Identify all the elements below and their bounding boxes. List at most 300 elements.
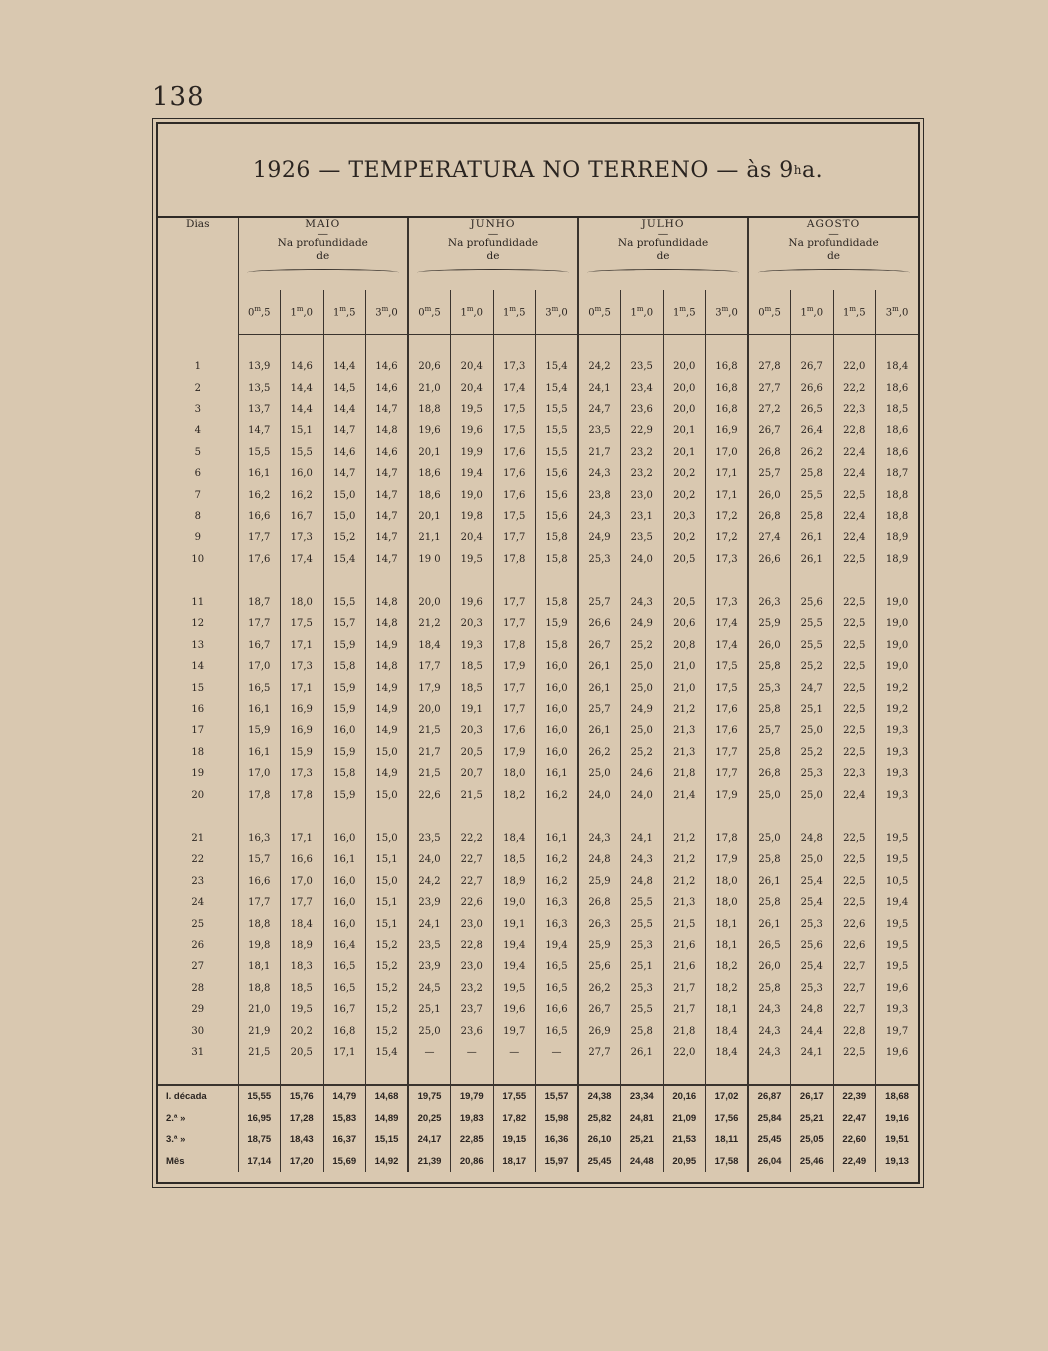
- value-cell: 18,6: [408, 463, 451, 484]
- month-header: [748, 218, 918, 290]
- value-cell: 20,7: [451, 763, 494, 784]
- value-cell: 24,48: [621, 1151, 664, 1173]
- value-cell: 25,2: [791, 742, 834, 763]
- value-cell: 16,2: [536, 849, 579, 870]
- value-cell: 22,5: [833, 742, 876, 763]
- value-cell: 26,10: [578, 1129, 621, 1151]
- value-cell: 17,3: [281, 656, 324, 677]
- value-cell: 23,1: [621, 506, 664, 527]
- value-cell: 16,1: [536, 763, 579, 784]
- value-cell: 24,8: [621, 871, 664, 892]
- day-cell: 22: [191, 854, 205, 866]
- value-cell: 17,6: [706, 720, 749, 741]
- table-row: [158, 377, 918, 398]
- value-cell: 17,9: [706, 849, 749, 870]
- summary-label: Mês: [166, 1155, 185, 1167]
- table-row: [158, 720, 918, 741]
- table-row: [158, 442, 918, 463]
- value-cell: 21,4: [663, 784, 706, 805]
- value-cell: 19,16: [876, 1108, 919, 1130]
- month-header: [578, 218, 748, 290]
- value-cell: 15,8: [323, 656, 366, 677]
- value-cell: 15,0: [323, 484, 366, 505]
- depth-header: [366, 290, 409, 335]
- day-cell: 13: [191, 639, 205, 651]
- value-cell: 15,55: [238, 1085, 281, 1108]
- depth-dec: ,0: [898, 307, 909, 319]
- value-cell: 24,9: [578, 527, 621, 548]
- value-cell: 22,7: [451, 871, 494, 892]
- depth-header: [323, 290, 366, 335]
- value-cell: 14,4: [323, 399, 366, 420]
- value-cell: 19,2: [876, 699, 919, 720]
- value-cell: 23,5: [621, 527, 664, 548]
- value-cell: 17,0: [238, 763, 281, 784]
- temperature-table: [158, 218, 918, 1172]
- value-cell: 27,7: [578, 1042, 621, 1063]
- value-cell: 19,7: [493, 1020, 536, 1041]
- value-cell: 19,4: [451, 463, 494, 484]
- depth-dec: ,0: [388, 307, 398, 319]
- value-cell: 17,5: [281, 613, 324, 634]
- depth-label-de: de: [827, 250, 841, 262]
- value-cell: 25,0: [791, 784, 834, 805]
- spacer-row: [158, 570, 918, 592]
- table-row: [158, 592, 918, 613]
- value-cell: 14,7: [366, 506, 409, 527]
- value-cell: 22,9: [621, 420, 664, 441]
- value-cell: 25,6: [791, 935, 834, 956]
- table-row: [158, 420, 918, 441]
- value-cell: 17,3: [493, 356, 536, 377]
- value-cell: 16,0: [536, 699, 579, 720]
- value-cell: 23,0: [451, 956, 494, 977]
- table-row: [158, 399, 918, 420]
- value-cell: 17,1: [323, 1042, 366, 1063]
- value-cell: 16,8: [706, 399, 749, 420]
- value-cell: 20,2: [663, 463, 706, 484]
- day-cell: 19: [191, 768, 205, 780]
- value-cell: 15,0: [366, 828, 409, 849]
- value-cell: 25,3: [791, 913, 834, 934]
- value-cell: 22,4: [833, 527, 876, 548]
- value-cell: 24,3: [578, 506, 621, 527]
- value-cell: 18,5: [876, 399, 919, 420]
- value-cell: 17,6: [493, 720, 536, 741]
- value-cell: 20,4: [451, 377, 494, 398]
- value-cell: 20,1: [408, 442, 451, 463]
- value-cell: 25,7: [578, 699, 621, 720]
- value-cell: 26,1: [748, 913, 791, 934]
- value-cell: 16,0: [536, 720, 579, 741]
- value-cell: 14,9: [366, 635, 409, 656]
- depth-dec: ,5: [345, 307, 356, 319]
- day-cell: 25: [191, 918, 205, 930]
- value-cell: 24,9: [621, 699, 664, 720]
- table-row: [158, 677, 918, 698]
- value-cell: 15,98: [536, 1108, 579, 1130]
- depth-dec: ,0: [813, 307, 824, 319]
- value-cell: 17,9: [408, 677, 451, 698]
- value-cell: 24,7: [791, 677, 834, 698]
- day-cell: 16: [191, 704, 205, 716]
- value-cell: 17,7: [493, 527, 536, 548]
- value-cell: 16,0: [536, 677, 579, 698]
- table-row: [158, 828, 918, 849]
- table-row: [158, 871, 918, 892]
- value-cell: 26,0: [748, 956, 791, 977]
- table-row: [158, 527, 918, 548]
- value-cell: 19,1: [493, 913, 536, 934]
- value-cell: 20,4: [451, 356, 494, 377]
- value-cell: 22,4: [833, 506, 876, 527]
- depth-header: [281, 290, 324, 335]
- value-cell: 22,2: [451, 828, 494, 849]
- table-row: [158, 613, 918, 634]
- spacer-cell: [366, 570, 409, 592]
- table-row: [158, 656, 918, 677]
- value-cell: 14,7: [366, 399, 409, 420]
- value-cell: 16,7: [281, 506, 324, 527]
- value-cell: 23,4: [621, 377, 664, 398]
- value-cell: 20,6: [408, 356, 451, 377]
- value-cell: 23,2: [621, 463, 664, 484]
- value-cell: 18,2: [706, 956, 749, 977]
- spacer-cell: [366, 806, 409, 828]
- value-cell: 25,2: [621, 635, 664, 656]
- depth-unit: m: [764, 305, 772, 314]
- value-cell: 25,6: [578, 956, 621, 977]
- spacer-cell: [833, 1063, 876, 1085]
- value-cell: 19,3: [876, 742, 919, 763]
- day-cell: 4: [194, 425, 201, 437]
- day-cell: 18: [191, 746, 205, 758]
- summary-label: 3.ª »: [166, 1134, 186, 1146]
- value-cell: 24,3: [748, 999, 791, 1020]
- value-cell: 17,56: [706, 1108, 749, 1130]
- value-cell: 21,5: [663, 913, 706, 934]
- value-cell: 22,2: [833, 377, 876, 398]
- value-cell: 19,3: [876, 999, 919, 1020]
- value-cell: 24,0: [621, 784, 664, 805]
- value-cell: 25,0: [621, 656, 664, 677]
- value-cell: 20,5: [451, 742, 494, 763]
- day-cell: 6: [194, 468, 201, 480]
- value-cell: 24,3: [621, 849, 664, 870]
- value-cell: 21,0: [663, 656, 706, 677]
- value-cell: 18,4: [706, 1042, 749, 1063]
- value-cell: 18,5: [451, 677, 494, 698]
- depth-int: 3: [545, 307, 552, 319]
- value-cell: 19,6: [876, 1042, 919, 1063]
- spacer-cell: [323, 1063, 366, 1085]
- value-cell: 17,5: [493, 399, 536, 420]
- value-cell: 19,4: [876, 892, 919, 913]
- spacer-cell: [748, 1063, 791, 1085]
- value-cell: 24,81: [621, 1108, 664, 1130]
- value-cell: 22,5: [833, 720, 876, 741]
- value-cell: 24,6: [621, 763, 664, 784]
- value-cell: 23,9: [408, 892, 451, 913]
- value-cell: 25,0: [748, 828, 791, 849]
- day-cell: 17: [191, 725, 205, 737]
- value-cell: 25,2: [621, 742, 664, 763]
- value-cell: 15,4: [536, 356, 579, 377]
- value-cell: 16,37: [323, 1129, 366, 1151]
- depth-int: 1: [800, 307, 807, 319]
- value-cell: 17,9: [706, 784, 749, 805]
- value-cell: 22,5: [833, 592, 876, 613]
- value-cell: 25,1: [408, 999, 451, 1020]
- spacer-cell: [323, 570, 366, 592]
- value-cell: 25,45: [748, 1129, 791, 1151]
- value-cell: —: [451, 1042, 494, 1063]
- value-cell: 25,0: [408, 1020, 451, 1041]
- value-cell: 22,5: [833, 892, 876, 913]
- value-cell: 25,0: [791, 720, 834, 741]
- spacer-cell: [158, 335, 238, 357]
- value-cell: 18,17: [493, 1151, 536, 1173]
- spacer-cell: [408, 1063, 451, 1085]
- spacer-cell: [876, 335, 919, 357]
- value-cell: 16,1: [238, 742, 281, 763]
- value-cell: 17,6: [706, 699, 749, 720]
- value-cell: 17,6: [238, 549, 281, 570]
- summary-row: [158, 1129, 918, 1151]
- day-cell: 1: [194, 361, 201, 373]
- value-cell: 18,1: [706, 913, 749, 934]
- value-cell: 25,5: [791, 484, 834, 505]
- value-cell: 19,8: [238, 935, 281, 956]
- value-cell: 22,6: [833, 913, 876, 934]
- depth-dec: ,5: [686, 307, 696, 319]
- value-cell: 15,9: [323, 699, 366, 720]
- value-cell: 16,3: [238, 828, 281, 849]
- value-cell: 22,5: [833, 699, 876, 720]
- value-cell: 17,02: [706, 1085, 749, 1108]
- value-cell: 18,0: [493, 763, 536, 784]
- value-cell: 26,1: [578, 677, 621, 698]
- value-cell: 21,9: [238, 1020, 281, 1041]
- summary-label: 2.ª »: [166, 1112, 186, 1124]
- value-cell: 19,5: [281, 999, 324, 1020]
- month-dash: —: [317, 228, 328, 240]
- value-cell: 16,6: [281, 849, 324, 870]
- value-cell: 21,39: [408, 1151, 451, 1173]
- day-cell: 29: [191, 1004, 205, 1016]
- value-cell: 15,2: [366, 935, 409, 956]
- value-cell: 25,9: [748, 613, 791, 634]
- value-cell: 24,38: [578, 1085, 621, 1108]
- depth-dec: ,5: [516, 307, 526, 319]
- value-cell: 21,0: [663, 677, 706, 698]
- value-cell: 21,8: [663, 763, 706, 784]
- depth-int: 1: [460, 307, 467, 319]
- value-cell: 17,7: [408, 656, 451, 677]
- value-cell: 19,0: [451, 484, 494, 505]
- value-cell: 22,6: [833, 935, 876, 956]
- value-cell: 19,4: [493, 935, 536, 956]
- spacer-cell: [621, 806, 664, 828]
- value-cell: 22,60: [833, 1129, 876, 1151]
- depth-dec: ,0: [558, 307, 568, 319]
- spacer-cell: [281, 806, 324, 828]
- value-cell: 21,6: [663, 956, 706, 977]
- value-cell: 20,3: [663, 506, 706, 527]
- value-cell: 22,0: [663, 1042, 706, 1063]
- value-cell: 19,5: [876, 935, 919, 956]
- depth-dec: ,0: [643, 307, 654, 319]
- depth-unit: m: [679, 305, 687, 314]
- value-cell: 24,8: [578, 849, 621, 870]
- value-cell: 21,5: [408, 763, 451, 784]
- value-cell: 16,2: [238, 484, 281, 505]
- day-cell: 28: [191, 982, 205, 994]
- value-cell: 15,5: [281, 442, 324, 463]
- value-cell: 19,6: [451, 592, 494, 613]
- value-cell: 19 0: [408, 549, 451, 570]
- value-cell: 20,1: [663, 420, 706, 441]
- value-cell: 23,7: [451, 999, 494, 1020]
- value-cell: 17,5: [706, 677, 749, 698]
- value-cell: 19,6: [408, 420, 451, 441]
- table-row: [158, 913, 918, 934]
- spacer-cell: [748, 806, 791, 828]
- value-cell: 17,82: [493, 1108, 536, 1130]
- value-cell: 16,5: [536, 956, 579, 977]
- value-cell: 18,1: [706, 935, 749, 956]
- value-cell: 22,5: [833, 484, 876, 505]
- spacer-cell: [451, 806, 494, 828]
- value-cell: 23,0: [451, 913, 494, 934]
- value-cell: 25,8: [748, 892, 791, 913]
- value-cell: 17,9: [493, 742, 536, 763]
- value-cell: 15,0: [323, 506, 366, 527]
- value-cell: 14,6: [323, 442, 366, 463]
- value-cell: 19,5: [876, 849, 919, 870]
- day-cell: 15: [191, 682, 205, 694]
- value-cell: 25,7: [748, 720, 791, 741]
- value-cell: 17,1: [706, 463, 749, 484]
- value-cell: 14,6: [281, 356, 324, 377]
- spacer-cell: [663, 806, 706, 828]
- summary-row: [158, 1085, 918, 1108]
- value-cell: 22,5: [833, 549, 876, 570]
- day-cell: 5: [194, 446, 201, 458]
- value-cell: 23,34: [621, 1085, 664, 1108]
- value-cell: 17,6: [493, 442, 536, 463]
- value-cell: 17,8: [238, 784, 281, 805]
- day-cell: 3: [194, 403, 201, 415]
- value-cell: 20,0: [408, 699, 451, 720]
- value-cell: 17,28: [281, 1108, 324, 1130]
- value-cell: 16,5: [323, 956, 366, 977]
- value-cell: 16,9: [281, 699, 324, 720]
- spacer-cell: [366, 335, 409, 357]
- depth-unit: m: [806, 305, 814, 314]
- value-cell: 18,0: [706, 892, 749, 913]
- value-cell: 23,2: [621, 442, 664, 463]
- value-cell: 16,4: [323, 935, 366, 956]
- value-cell: 25,3: [791, 763, 834, 784]
- value-cell: 21,8: [663, 1020, 706, 1041]
- value-cell: 15,15: [366, 1129, 409, 1151]
- value-cell: 15,8: [323, 763, 366, 784]
- value-cell: —: [536, 1042, 579, 1063]
- value-cell: 15,9: [281, 742, 324, 763]
- value-cell: 15,8: [536, 549, 579, 570]
- value-cell: 20,6: [663, 613, 706, 634]
- depth-int: 3: [375, 307, 382, 319]
- value-cell: 15,6: [536, 506, 579, 527]
- spacer-cell: [238, 1063, 281, 1085]
- value-cell: 25,8: [748, 699, 791, 720]
- value-cell: 14,6: [366, 377, 409, 398]
- value-cell: 15,9: [238, 720, 281, 741]
- value-cell: 18,68: [876, 1085, 919, 1108]
- value-cell: 16,5: [238, 677, 281, 698]
- value-cell: 22,4: [833, 442, 876, 463]
- value-cell: 20,0: [663, 399, 706, 420]
- value-cell: 15,2: [366, 956, 409, 977]
- spacer-cell: [578, 806, 621, 828]
- brace: [758, 269, 910, 276]
- value-cell: 17,5: [493, 420, 536, 441]
- value-cell: 17,8: [493, 635, 536, 656]
- value-cell: 17,0: [706, 442, 749, 463]
- value-cell: 18,1: [706, 999, 749, 1020]
- title-tail: a.: [802, 157, 824, 183]
- value-cell: 21,5: [238, 1042, 281, 1063]
- value-cell: 19,8: [451, 506, 494, 527]
- value-cell: 18,6: [876, 377, 919, 398]
- value-cell: 25,6: [791, 592, 834, 613]
- value-cell: 26,2: [791, 442, 834, 463]
- depth-header: [408, 290, 451, 335]
- value-cell: 25,7: [748, 463, 791, 484]
- value-cell: 15,4: [323, 549, 366, 570]
- value-cell: 18,8: [876, 506, 919, 527]
- value-cell: 14,8: [366, 613, 409, 634]
- value-cell: 17,4: [706, 635, 749, 656]
- day-cell: 30: [191, 1025, 205, 1037]
- value-cell: 26,8: [578, 892, 621, 913]
- value-cell: 16,8: [706, 356, 749, 377]
- value-cell: 15,9: [323, 677, 366, 698]
- value-cell: 26,8: [748, 506, 791, 527]
- value-cell: 10,5: [876, 871, 919, 892]
- value-cell: 17,0: [281, 871, 324, 892]
- spacer-cell: [493, 1063, 536, 1085]
- spacer-cell: [536, 335, 579, 357]
- depth-int: 0: [588, 307, 595, 319]
- spacer-cell: [578, 1063, 621, 1085]
- value-cell: 21,0: [408, 377, 451, 398]
- value-cell: 14,7: [323, 463, 366, 484]
- value-cell: 26,7: [578, 635, 621, 656]
- depth-int: 1: [332, 307, 340, 319]
- value-cell: 16,7: [323, 999, 366, 1020]
- spacer-cell: [748, 570, 791, 592]
- value-cell: 26,2: [578, 978, 621, 999]
- value-cell: 19,0: [876, 635, 919, 656]
- value-cell: 21,3: [663, 892, 706, 913]
- depth-int: 1: [843, 307, 850, 319]
- month-dash: —: [487, 228, 499, 240]
- value-cell: 16,0: [323, 913, 366, 934]
- value-cell: 19,7: [876, 1020, 919, 1041]
- value-cell: 15,4: [366, 1042, 409, 1063]
